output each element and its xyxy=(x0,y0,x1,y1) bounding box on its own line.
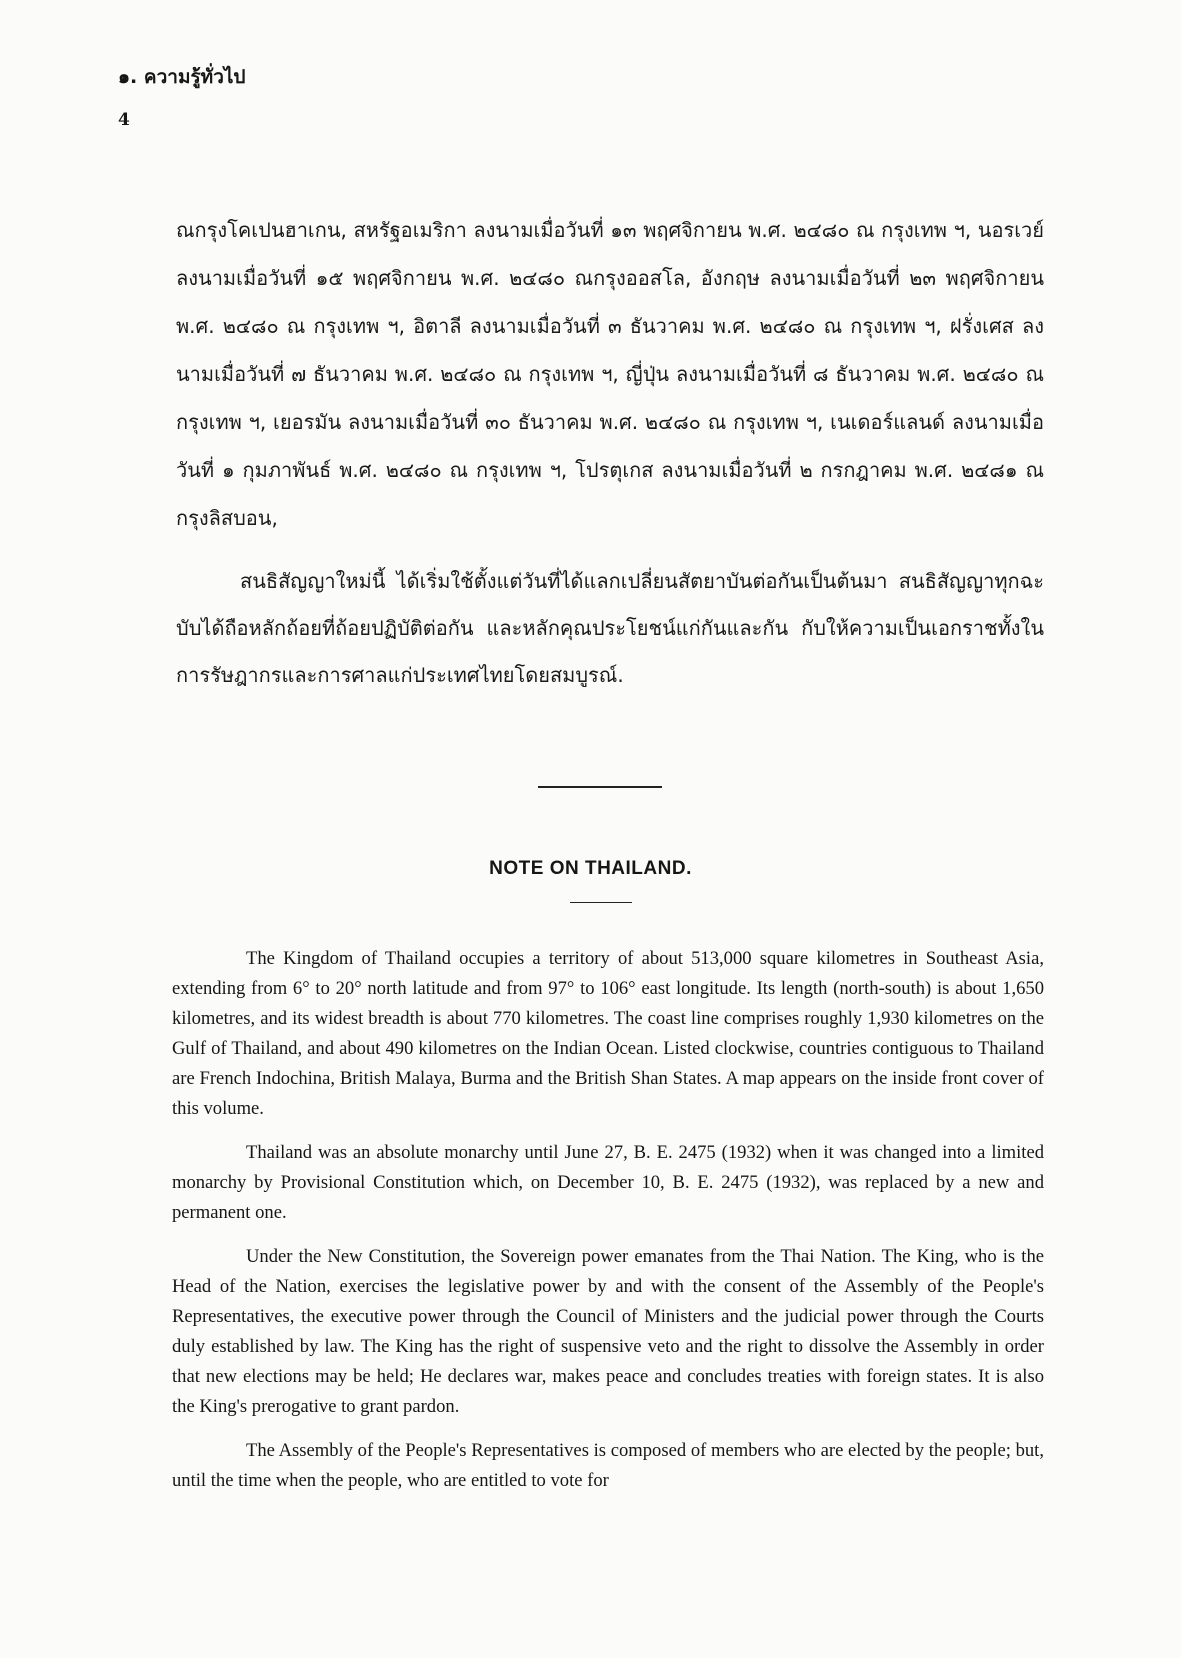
title-rule xyxy=(570,902,632,903)
thai-paragraph-1: ณกรุงโคเปนฮาเกน, สหรัฐอเมริกา ลงนามเมื่อวันที่ ๑๓ พฤศจิกายน พ.ศ. ๒๔๘๐ ณ กรุงเทพ ฯ, นอรเวย์ ลงนามเมื่อวันที่ ๑๕ พฤศจิกายน พ.ศ. ๒๔๘๐ ณกรุงออสโล, อังกฤษ ลงนามเมื่อวันที่ ๒๓ พฤศจิกายน พ.ศ. ๒๔๘๐ ณ กรุงเทพ ฯ, อิตาลี ลงนามเมื่อวันที่ ๓ ธันวาคม พ.ศ. ๒๔๘๐ ณ กรุงเทพ ฯ, ฝรั่งเศส ลงนามเมื่อวันที่ ๗ ธันวาคม พ.ศ. ๒๔๘๐ ณ กรุงเทพ ฯ, ญี่ปุ่น ลงนามเมื่อวันที่ ๘ ธันวาคม พ.ศ. ๒๔๘๐ ณ กรุงเทพ ฯ, เยอรมัน ลงนามเมื่อวันที่ ๓๐ ธันวาคม พ.ศ. ๒๔๘๐ ณ กรุงเทพ ฯ, เนเดอร์แลนด์ ลงนามเมื่อวันที่ ๑ กุมภาพันธ์ พ.ศ. ๒๔๘๐ ณ กรุงเทพ ฯ, โปรตุเกส ลงนามเมื่อวันที่ ๒ กรกฎาคม พ.ศ. ๒๔๘๑ ณ กรุงลิสบอน, xyxy=(176,218,1044,530)
note-title: NOTE ON THAILAND. xyxy=(489,858,692,879)
section-divider xyxy=(538,786,662,788)
page-number: 4 xyxy=(118,110,130,130)
thai-paragraph-2: สนธิสัญญาใหม่นี้ ได้เริ่มใช้ตั้งแต่วันที่ได้แลกเปลี่ยนสัตยาบันต่อกันเป็นต้นมา สนธิสัญญาทุกฉะบับได้ถือหลักถ้อยที่ถ้อยปฏิบัติต่อกัน และหลักคุณประโยชน์แก่กันและกัน กับให้ความเป็นเอกราชทั้งในการรัษฎากรและการศาลแก่ประเทศไทยโดยสมบูรณ์. xyxy=(176,569,1044,687)
running-head: ๑. ความรู้ทั่วไป xyxy=(118,66,246,88)
note-paragraph-3: Under the New Constitution, the Sovereign power emanates from the Thai Nation. The King, who is the Head of the Nation, exercises the legislative power by and with the consent of the Assembly of the People's Representatives, the executive power through the Council of Ministers and the judicial power through the Courts duly established by law. The King has the right of suspensive veto and the right to dissolve the Assembly in order that new elections may be held; He declares war, makes peace and concludes treaties with foreign states. It is also the King's prerogative to grant pardon. xyxy=(172,1246,1044,1417)
thai-treaty-section xyxy=(176,206,1044,699)
note-paragraph-1: The Kingdom of Thailand occupies a territory of about 513,000 square kilometres in Southeast Asia, extending from 6° to 20° north latitude and from 97° to 106° east longitude. Its length (north-south) is about 1,650 kilometres, and its widest breadth is about 770 kilometres. The coast line comprises roughly 1,930 kilometres on the Gulf of Thailand, and about 490 kilometres on the Indian Ocean. Listed clockwise, countries contiguous to Thailand are French Indochina, British Malaya, Burma and the British Shan States. A map appears on the inside front cover of this volume. xyxy=(172,948,1044,1119)
note-paragraph-2: Thailand was an absolute monarchy until June 27, B. E. 2475 (1932) when it was changed into a limited monarchy by Provisional Constitution which, on December 10, B. E. 2475 (1932), was replaced by a new and permanent one. xyxy=(172,1142,1044,1223)
note-body xyxy=(172,944,1044,1510)
note-paragraph-4: The Assembly of the People's Representatives is composed of members who are elected by the people; but, until the time when the people, who are entitled to vote for xyxy=(172,1440,1044,1491)
